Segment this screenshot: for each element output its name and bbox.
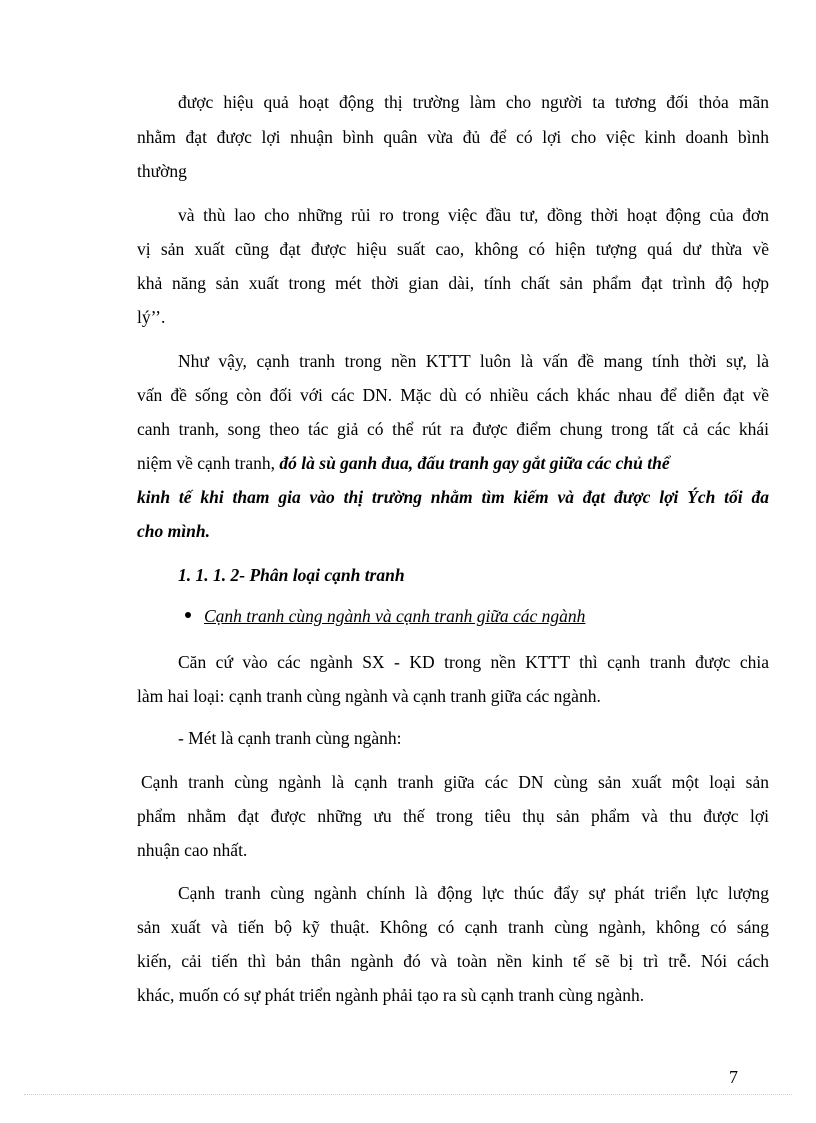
page-bottom-divider — [24, 1094, 792, 1095]
paragraph-line: thường — [137, 161, 187, 181]
paragraph-line: lý’’. — [137, 307, 166, 327]
bullet-item: Cạnh tranh cùng ngành và cạnh tranh giữa các ngành — [204, 606, 586, 626]
paragraph-line: nhuận cao nhất. — [137, 840, 248, 860]
sub-item-heading: - Mét là cạnh tranh cùng ngành: — [178, 728, 402, 748]
paragraph-line: kiến, cải tiến thì bản thân ngành đó và toàn nền kinh tế sẽ bị trì trễ. Nói cách — [137, 951, 769, 971]
paragraph-line: Cạnh tranh cùng ngành chính là động lực thúc đẩy sự phát triển lực lượng — [178, 883, 769, 903]
paragraph-line: được hiệu quả hoạt động thị trường làm cho người ta tương đối thỏa mãn — [178, 92, 769, 112]
section-heading: 1. 1. 1. 2- Phân loại cạnh tranh — [178, 565, 405, 585]
emphasis-line: kinh tế khi tham gia vào thị trường nhằm tìm kiếm và đạt được lợi Ých tối đa — [137, 487, 769, 507]
page-number: 7 — [729, 1067, 738, 1087]
paragraph-line: và thù lao cho những rủi ro trong việc đầu tư, đồng thời hoạt động của đơn — [178, 205, 769, 225]
paragraph-line: phẩm nhằm đạt được những ưu thế trong tiêu thụ sản phẩm và thu được lợi — [137, 806, 769, 826]
paragraph-line: Căn cứ vào các ngành SX - KD trong nền KTTT thì cạnh tranh được chia — [178, 652, 769, 672]
paragraph-line: khả năng sản xuất trong mét thời gian dài, tính chất sản phẩm đạt trình độ hợp — [137, 273, 769, 293]
paragraph-line: làm hai loại: cạnh tranh cùng ngành và cạnh tranh giữa các ngành. — [137, 686, 601, 706]
paragraph-line: nhằm đạt được lợi nhuận bình quân vừa đủ để có lợi cho việc kinh doanh bình — [137, 127, 769, 147]
bullet-icon — [185, 612, 191, 618]
paragraph-line: sản xuất và tiến bộ kỹ thuật. Không có cạnh tranh cùng ngành, không có sáng — [137, 917, 769, 937]
emphasis-line: cho mình. — [137, 521, 210, 541]
paragraph-line: khác, muốn có sự phát triển ngành phải tạo ra sù cạnh tranh cùng ngành. — [137, 985, 645, 1005]
paragraph-line: vị sản xuất cũng đạt được hiệu suất cao, không có hiện tượng quá dư thừa về — [137, 239, 769, 259]
paragraph-line: Cạnh tranh cùng ngành là cạnh tranh giữa các DN cùng sản xuất một loại sản — [141, 772, 769, 792]
paragraph-line: Như vậy, cạnh tranh trong nền KTTT luôn là vấn đề mang tính thời sự, là — [178, 351, 769, 371]
paragraph-line: canh tranh, song theo tác giả có thể rút ra được điểm chung trong tất cả các khái — [137, 419, 769, 439]
paragraph-line: vấn đề sống còn đối với các DN. Mặc dù có nhiều cách khác nhau để diễn đạt về — [137, 385, 769, 405]
plain-text: niệm về cạnh tranh, — [137, 453, 276, 473]
paragraph-line-mixed — [137, 452, 670, 474]
emphasis-text: đó là sù ganh đua, đấu tranh gay gắt giữa các chủ thể — [279, 453, 670, 473]
